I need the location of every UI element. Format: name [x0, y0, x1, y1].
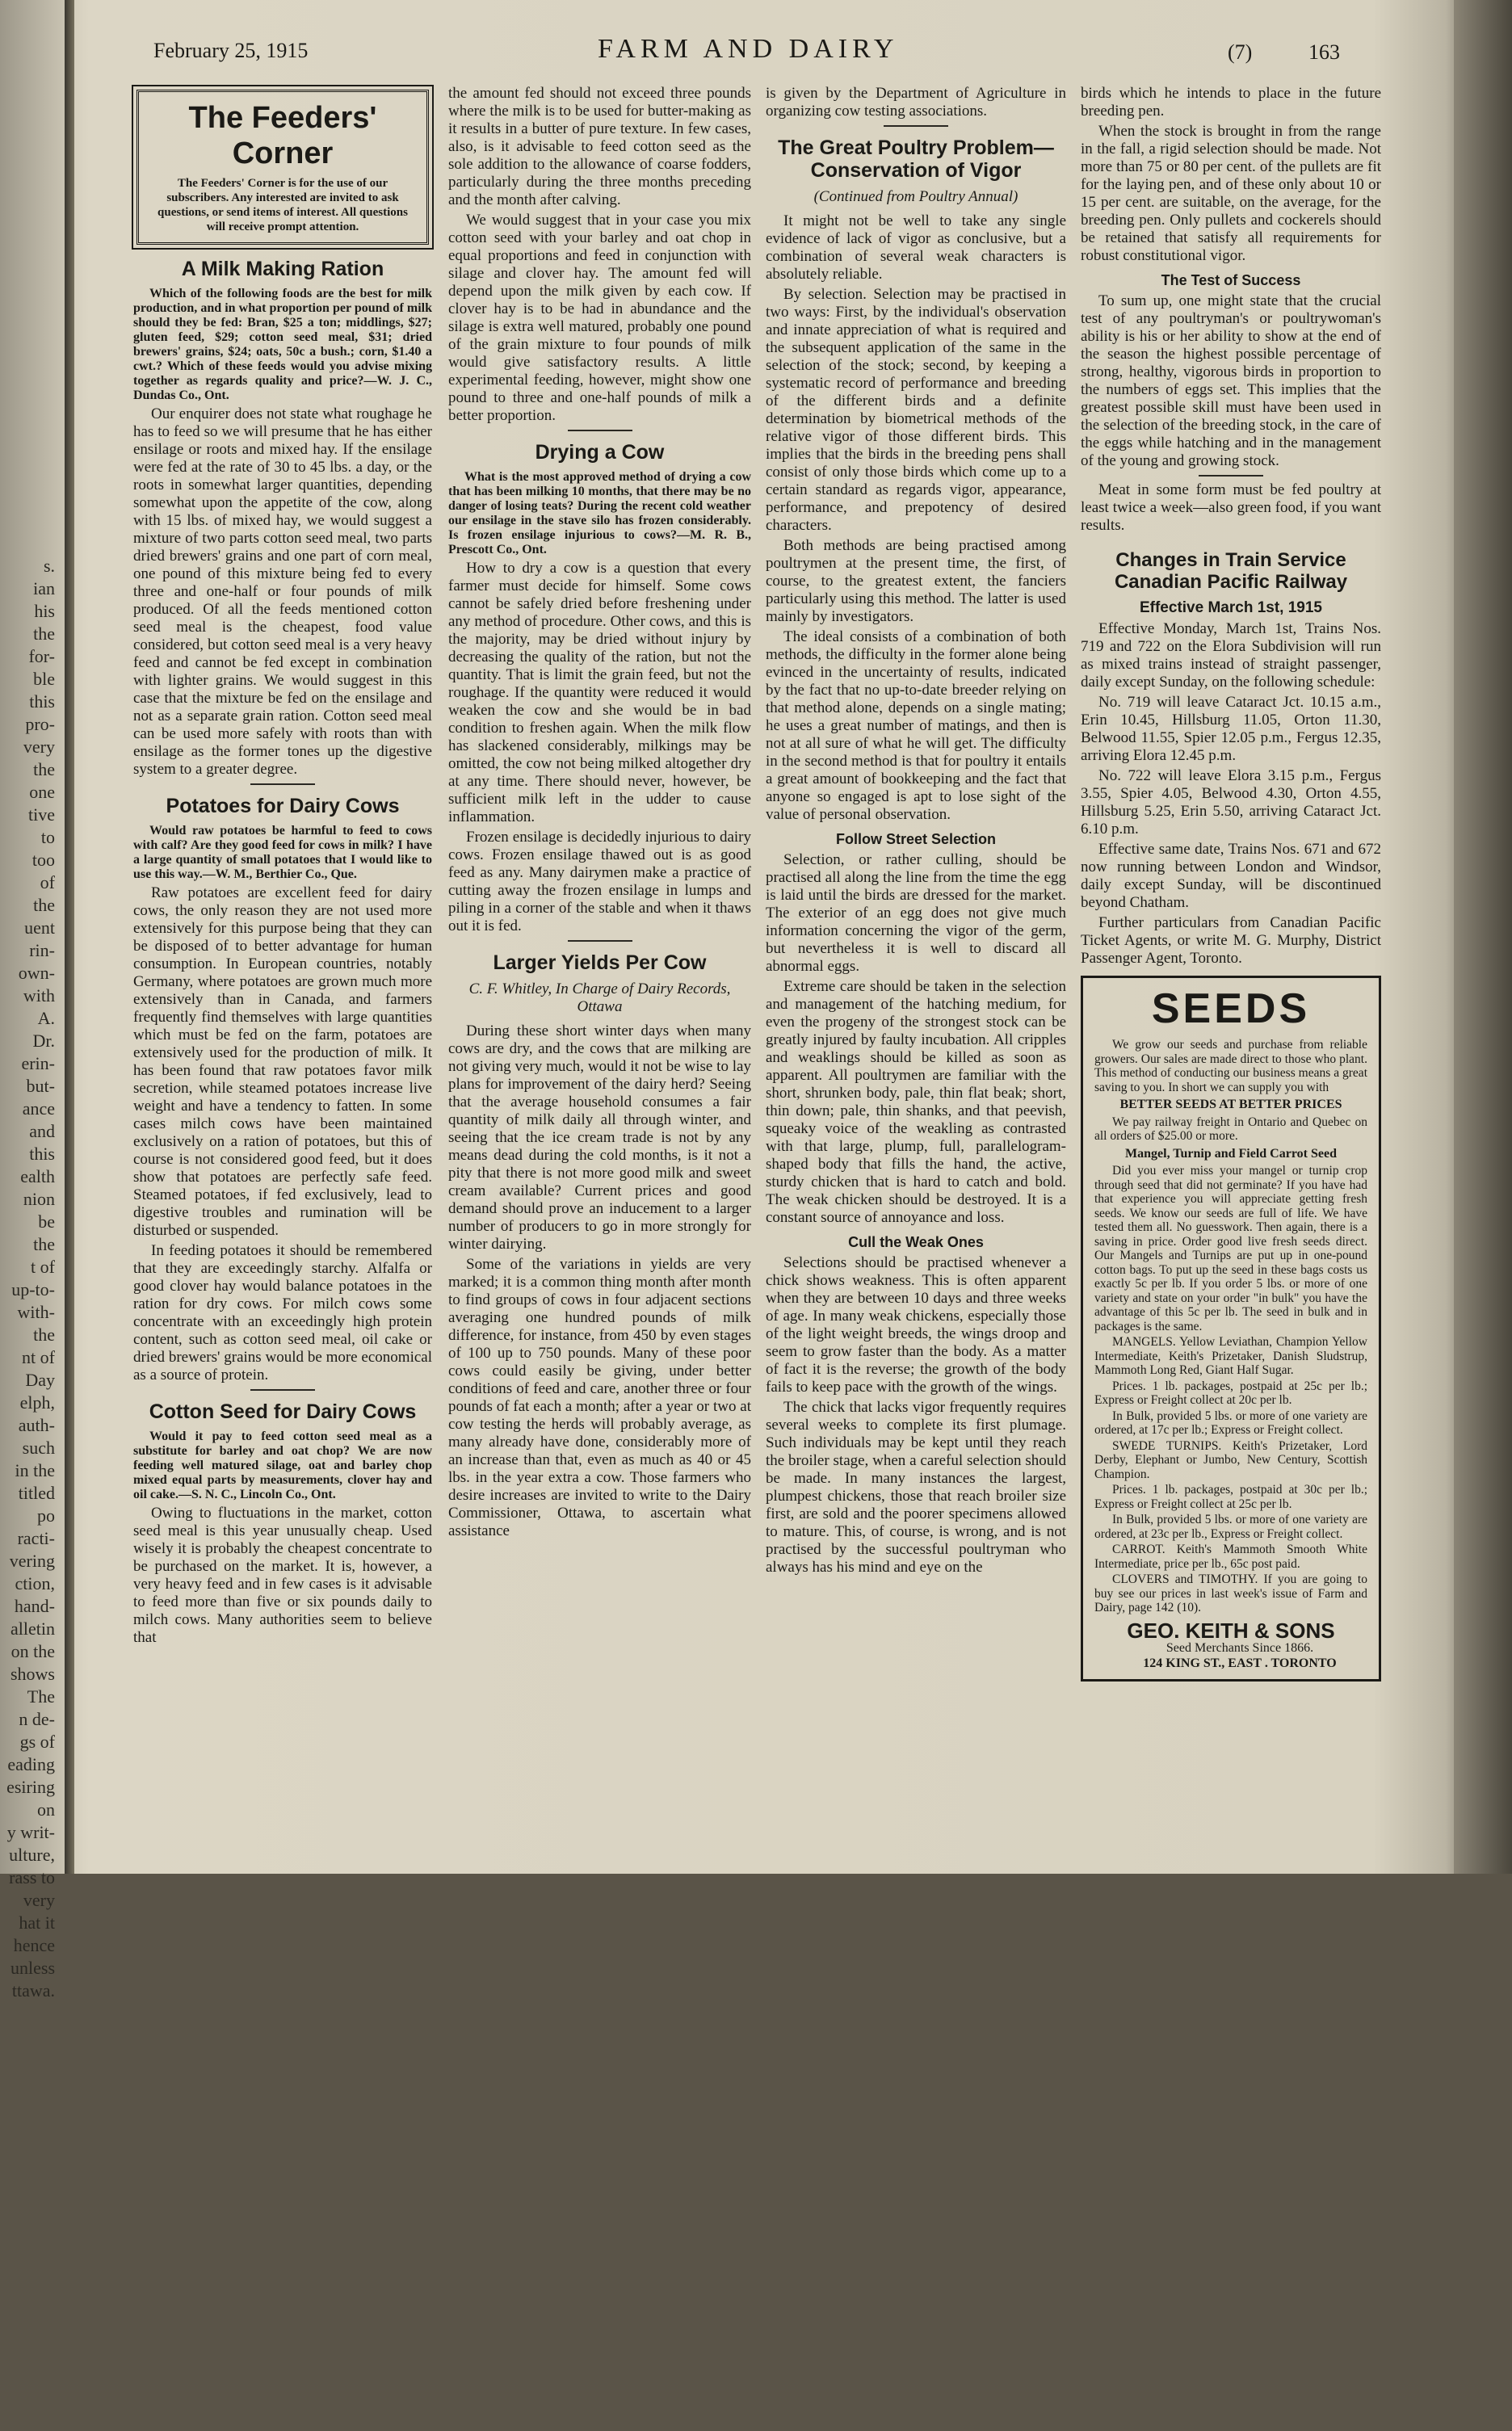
- fragment-word: such: [22, 1438, 55, 1458]
- feeders-corner-body: The Feeders' Corner is for the use of our subscribers. Any interested are invited to ask questions, or send items of interest. All questions will receive prompt attention.: [158, 177, 408, 233]
- paragraph-train-4: Effective same date, Trains Nos. 671 and 672 now running between London and Windsor, daily except Sunday, will be discontinued beyond Chatham.: [1081, 841, 1381, 911]
- seeds-swede-turnips: SWEDE TURNIPS. Keith's Prizetaker, Lord Derby, Elephant or Jumbo, New Century, Scottish Champion.: [1094, 1438, 1367, 1481]
- continued-yields: is given by the Department of Agriculture in organizing cow testing associations.: [766, 85, 1066, 120]
- feeders-corner-title: The Feeders' Corner: [188, 101, 377, 170]
- fragment-word: hence: [13, 1935, 55, 1955]
- divider: [1199, 475, 1263, 477]
- seeds-mangels-prices: Prices. 1 lb. packages, postpaid at 25c per lb.; Express or Freight collect at 20c per lb.: [1094, 1379, 1367, 1407]
- seeds-swede-bulk: In Bulk, provided 5 lbs. or more of one variety are ordered, at 23c per lb., Express or Freight collect.: [1094, 1513, 1367, 1541]
- left-page-gutter: [0, 0, 65, 2001]
- continued-cotton-seed: the amount fed should not exceed three pounds where the milk is to be used for butter-making as it results in a butter of pure texture. In few cases, also, is it advisable to feed cotton seed as the sole addition to the allowance of coarse fodders, particularly during the three months preceding and the month after calving.: [448, 85, 751, 208]
- paragraph-train-5: Further particulars from Canadian Pacific Ticket Agents, or write M. G. Murphy, District Passenger Agent, Toronto.: [1081, 914, 1381, 967]
- subhead-follow-selection: Follow Street Selection: [835, 831, 997, 847]
- column-3: [766, 85, 1066, 1579]
- paragraph-stock: When the stock is brought in from the range in the fall, a rigid selection should be made. Not more than 75 or 80 per cent. of the pullets are fit for the laying pen, and of these only about 10 or 15 per cent. are suitable, on the average, for the breeding pen. Only pullets and cockerels should be retained that satisfy all requirements for robust constitutional vigor.: [1081, 123, 1381, 264]
- seeds-swede-prices: Prices. 1 lb. packages, postpaid at 30c per lb.; Express or Freight collect at 25c per lb.: [1094, 1483, 1367, 1511]
- fragment-word: erin-: [21, 1053, 55, 1073]
- fragment-word: nion: [23, 1189, 55, 1209]
- question-potatoes: Would raw potatoes be harmful to feed to cows with calf? Are they good feed for cows in milk? I have a large quantity of small potatoes that I would like to use this way.—W. M., Berthier Co., Que.: [133, 824, 432, 881]
- fragment-word: vering: [9, 1551, 55, 1571]
- seeds-mangels-bulk: In Bulk, provided 5 lbs. or more of one variety are ordered, at 17c per lb.; Express or Freight collect.: [1094, 1409, 1367, 1437]
- column-2: [448, 85, 751, 1543]
- page-header: [153, 32, 1381, 73]
- byline-poultry: (Continued from Poultry Annual): [813, 188, 1018, 205]
- adjacent-page-fragment: [2, 0, 55, 2431]
- seeds-clovers: CLOVERS and TIMOTHY. If you are going to buy see our prices in last week's issue of Farm and Dairy, page 142 (10).: [1094, 1572, 1367, 1614]
- continued-poultry: birds which he intends to place in the future breeding pen.: [1081, 85, 1381, 120]
- fragment-word: auth-: [18, 1415, 55, 1435]
- train-notice: [1081, 549, 1381, 968]
- fragment-word: hat it: [19, 1912, 55, 1933]
- fragment-word: very: [23, 1890, 55, 1910]
- fragment-word: this: [29, 1144, 55, 1164]
- fragment-word: for-: [28, 646, 55, 666]
- fragment-word: ian: [33, 578, 55, 598]
- headline-potatoes: Potatoes for Dairy Cows: [166, 795, 400, 817]
- fragment-word: the: [33, 759, 55, 779]
- seeds-address: 124 KING ST., EAST . TORONTO: [1143, 1656, 1337, 1670]
- fragment-word: this: [29, 691, 55, 712]
- fragment-word: up-to-: [11, 1279, 55, 1299]
- fragment-word: uent: [24, 917, 55, 938]
- fragment-word: the: [33, 1325, 55, 1345]
- fragment-word: the: [33, 895, 55, 915]
- seeds-mangel-text: Did you ever miss your mangel or turnip crop through seed that did not germinate? If you have had that experience you will appreciate getting fresh seeds. We know our seeds are full of life. We have tested them all. No guesswork. Then again, there is a saving in price. Order good live fresh seeds direct. Our Mangels and Turnips are put up in one-pound cotton bags. To put up the seed in these bags costs us exactly 5c per lb. If you order 5 lbs. or more of one variety and state on your order "in bulk" you have the advantage of this 5c per lb. The seed in bulk and in packages is the same.: [1094, 1164, 1367, 1333]
- subhead-cull-weak: Cull the Weak Ones: [848, 1234, 984, 1250]
- fragment-word: ble: [33, 669, 55, 689]
- fragment-word: own-: [18, 963, 55, 983]
- fragment-word: with-: [17, 1302, 55, 1322]
- question-cotton-seed: Would it pay to feed cotton seed meal as a substitute for barley and oat chop? We are now feeding well matured silage, oat and barley chop mixed equal parts by measurements, clover hay and oil cake.—S. N. C., Lincoln Co., Ont.: [133, 1430, 432, 1501]
- paragraph-poultry-1: It might not be well to take any single evidence of lack of vigor as conclusive, but a combination of several weak characters is absolutely reliable.: [766, 212, 1066, 283]
- fragment-word: elph,: [19, 1392, 55, 1413]
- divider: [884, 125, 948, 127]
- paragraph-follow-1: Selection, or rather culling, should be practised all along the line from the time the egg is laid until the birds are dressed for the market. The exterior of an egg does not give much information concerning the vigor of the germ, but nevertheless it is well to discard all abnormal eggs.: [766, 851, 1066, 975]
- answer-milk-ration: Our enquirer does not state what roughage he has to feed so we will presume that he has either ensilage or roots and mixed hay. If the ensilage were fed at the rate of 30 to 45 lbs. a day, or the roots in somewhat larger quantities, depending somewhat upon the appetite of the cow, along with 15 lbs. of mixed hay, we would suggest a mixture of two parts cotton seed meal, two parts dried brewers' grains and one part of corn meal, one pound of this mixture being fed to every three and one-half or four pounds of milk produced. Of all the feeds mentioned cotton seed meal is the cheapest, food value considered, but cotton seed meal is a very heavy feed and cannot be fed except in combination with lighter grains. We would suggest in this case that the mixture be fed on the ensilage and not as a separate grain ration. Cotton seed meal can be used more safely with roots than with ensilage as the former tones up the digestive system to a greater degree.: [133, 405, 432, 778]
- fragment-word: nt of: [22, 1347, 55, 1367]
- fragment-word: and: [29, 1121, 55, 1141]
- paragraph-meat: Meat in some form must be fed poultry at least twice a week—also green food, if you want results.: [1081, 481, 1381, 534]
- fragment-word: hand-: [14, 1596, 55, 1616]
- paragraph-poultry-3: Both methods are being practised among poultrymen at the present time, the first, of course, to the greatest extent, the fanciers particularly using this method. The latter is used mainly by investigators.: [766, 537, 1066, 625]
- fragment-word: The: [27, 1686, 55, 1707]
- paragraph-train-2: No. 719 will leave Cataract Jct. 10.15 a.m., Erin 10.45, Hillsburg 11.05, Orton 11.30, Belwood 11.55, Spier 12.05 p.m., Fergus 12.35, arriving Elora 12.45 p.m.: [1081, 694, 1381, 764]
- fragment-word: rin-: [29, 940, 55, 960]
- fragment-word: ttawa.: [11, 1980, 55, 2001]
- fragment-word: in the: [15, 1460, 55, 1480]
- train-effective-date: Effective March 1st, 1915: [1139, 599, 1322, 616]
- divider: [568, 430, 632, 431]
- question-drying-cow: What is the most approved method of drying a cow that has been milking 10 months, that there may be no danger of losing teats? During the recent cold weather our ensilage in the stave silo has frozen considerably. Is frozen ensilage injurious to cows?—M. R. B., Prescott Co., Ont.: [448, 470, 751, 556]
- fragment-word: pro-: [25, 714, 55, 734]
- fragment-word: alletin: [10, 1619, 55, 1639]
- divider: [568, 940, 632, 942]
- fragment-word: titled: [18, 1483, 55, 1503]
- answer-drying-cow-2: Frozen ensilage is decidedly injurious to dairy cows. Frozen ensilage thawed out is as good feed as any. Many dairymen make a practice of cutting away the frozen ensilage in lumps and piling in a corner of the stable and when it thaws out it is fed.: [448, 829, 751, 934]
- fragment-word: Day: [25, 1370, 55, 1390]
- answer-potatoes-2: In feeding potatoes it should be remembered that they are exceedingly starchy. Alfalfa or good clover hay would balance potatoes in the ration for dry cows. For milch cows some concentrate with an exceedingly high protein content, such as cotton seed meal, oil cake or dried brewers' grains would be more economical as a source of protein.: [133, 1242, 432, 1383]
- fragment-word: to: [40, 827, 55, 847]
- fragment-word: t of: [31, 1257, 55, 1277]
- fragment-word: unless: [10, 1958, 55, 1978]
- fragment-word: rass to: [9, 1867, 55, 1887]
- seeds-railway: We pay railway freight in Ontario and Quebec on all orders of $25.00 or more.: [1094, 1115, 1367, 1143]
- fragment-word: with: [23, 985, 55, 1006]
- paragraph-suggestion: We would suggest that in your case you mix cotton seed with your barley and oat chop in equal proportions and feed in conjunction with silage and clover hay. The amount fed will depend upon the milk given by each cow. If clover hay is to be had in abundance and the silage is extra well matured, probably one pound of the grain mixture to four pounds of milk would give satisfactory results. A little experimental feeding, however, might show one pound to three and one-half pounds of milk a better proportion.: [448, 212, 751, 424]
- question-milk-ration: Which of the following foods are the best for milk production, and in what proportion per pound of milk should they be fed: Bran, $25 a ton; middlings, $27; gluten feed, $29; cotton seed meal, $31; dried brewers' grains, $24; oats, 50c a bush.; corn, $1.40 a cwt.? Which of these feeds would you advise mixing together as regards quality and price?—W. J. C., Dundas Co., Ont.: [133, 287, 432, 402]
- paragraph-train-1: Effective Monday, March 1st, Trains Nos. 719 and 722 on the Elora Subdivision will run as mixed trains instead of straight passenger, daily except Sunday, on the following schedule:: [1081, 620, 1381, 691]
- fragment-word: his: [34, 601, 55, 621]
- headline-cotton-seed: Cotton Seed for Dairy Cows: [149, 1400, 417, 1423]
- fragment-word: s.: [43, 556, 55, 576]
- fragment-word: too: [32, 850, 55, 870]
- seeds-since: Seed Merchants Since 1866.: [1166, 1640, 1314, 1655]
- byline-larger-yields: C. F. Whitley, In Charge of Dairy Records, Ottawa: [468, 980, 731, 1015]
- fragment-word: one: [29, 782, 55, 802]
- divider: [250, 783, 315, 785]
- headline-poultry-problem: The Great Poultry Problem—Conservation of Vigor: [778, 136, 1054, 182]
- headline-larger-yields: Larger Yields Per Cow: [493, 951, 707, 974]
- headline-train-service: Changes in Train Service Canadian Pacific Railway: [1114, 549, 1348, 593]
- answer-cotton-seed: Owing to fluctuations in the market, cotton seed meal is this year unusually cheap. Used wisely it is probably the cheapest concentrate to be purchased on the market. It is, however, a very heavy feed and in few cases is it advisable to feed more than five or six pounds daily to milch cows. Many authorities seem to believe that: [133, 1505, 432, 1646]
- fragment-word: the: [33, 623, 55, 644]
- fragment-word: on the: [10, 1641, 55, 1661]
- paragraph-yields-2: Some of the variations in yields are very marked; it is a common thing month after month to find groups of cows in four adjacent sections averaging one hundred pounds of milk difference, for instance, from 450 by even stages of 100 up to 750 pounds. Many of these poor cows could easily be giving, under better conditions of feed and care, another three or four pounds of fat each a month; after a year or two at cow testing the herds will probably average, as many already have done, considerably more of an increase than that, even as much as 40 or 45 lbs. in the year extra a cow. Those farmers who desire increases are invited to write to the Dairy Commissioner, Ottawa, to ascertain what assistance: [448, 1256, 751, 1539]
- fragment-word: be: [38, 1211, 55, 1232]
- fragment-word: racti-: [17, 1528, 55, 1548]
- seeds-mangel-heading: Mangel, Turnip and Field Carrot Seed: [1125, 1146, 1337, 1161]
- issue-number: (7): [1228, 40, 1253, 64]
- paragraph-yields-1: During these short winter days when many cows are dry, and the cows that are milking are not giving very much, would it not be wise to lay plans for improvement of the dairy herd? Seeing that the average household consumes a fair quantity of milk daily all through winter, and seeing that the ice cream trade is not by any means dead during the cold months, is it not a pity that there is not more good milk and sweet cream available? Current prices and good demand should prove an inducement to a larger number of producers to go in more strongly for winter dairying.: [448, 1022, 751, 1253]
- seeds-firm-name: GEO. KEITH & SONS: [1127, 1618, 1335, 1643]
- column-4: [1081, 85, 1381, 1682]
- fragment-word: eading: [7, 1754, 55, 1774]
- paragraph-cull-1: Selections should be practised whenever a chick shows weakness. This is often apparent when they are between 10 days and three weeks of age. In many weak chickens, especially those of the light weight breeds, the wings droop and seem to grow faster than the body. As a matter of fact it is the reverse; the growth of the body fails to keep pace with the growth of the wings.: [766, 1254, 1066, 1396]
- paragraph-test-success: To sum up, one might state that the crucial test of any poultryman's or poultrywoman's ability is his or her ability to show at the end of the season the highest possible percentage of strong, healthy, vigorous birds in proportion to the numbers of eggs set. This implies that the greatest possible skill must have been used in the selection of the breeding stock, in the care of the eggs while hatching and in the management of the young and growing stock.: [1081, 292, 1381, 469]
- fragment-word: gs of: [19, 1732, 55, 1752]
- fragment-word: y writ-: [6, 1822, 55, 1842]
- fragment-word: shows: [10, 1664, 55, 1684]
- subhead-test-success: The Test of Success: [1161, 272, 1301, 288]
- fragment-word: ulture,: [9, 1845, 55, 1865]
- divider: [250, 1389, 315, 1391]
- right-page-edge: [1454, 0, 1512, 1874]
- fragment-word: A.: [37, 1008, 55, 1028]
- paragraph-cull-2: The chick that lacks vigor frequently requires several weeks to complete its first plumage. Such individuals may be kept until they reach the broiler stage, when a careful selection should be made. In many instances the largest, plumpest chickens, those that reach broiler size first, are sold and the poorer specimens allowed to mature. This, of course, is wrong, and is not practised by the successful poultryman who always has his mind and eye on the: [766, 1399, 1066, 1576]
- fragment-word: ance: [22, 1098, 55, 1119]
- feeders-corner-box: [136, 90, 429, 245]
- seeds-mangels-varieties: MANGELS. Yellow Leviathan, Champion Yellow Intermediate, Keith's Prizetaker, Danish Sludstrup, Mammoth Long Red, Giant Half Sugar.: [1094, 1335, 1367, 1377]
- fragment-word: ction,: [15, 1573, 55, 1593]
- page-number: 163: [1308, 40, 1340, 64]
- answer-potatoes-1: Raw potatoes are excellent feed for dairy cows, the only reason they are not used more extensively for this purpose being that they can be disposed of to better advantage for human consumption. In European countries, notably Germany, where potatoes are grown much more extensively than in Canada, and farmers frequently find themselves with large quantities which must be fed on the farm, potatoes are extensively used for the production of milk. It has been found that raw potatoes favor milk secretion, while steamed potatoes increase live weight and have a tendency to fatten. In some cases milch cows have been maintained exclusively on a ration of potatoes, but this of course is not considered good feed, but it does show that potatoes are perfectly safe feed. Steamed potatoes, if fed exclusively, lead to digestive troubles and rumination will be disturbed or suspended.: [133, 884, 432, 1239]
- answer-drying-cow-1: How to dry a cow is a question that every farmer must decide for himself. Some cows cannot be safely dried before freshening under any method of procedure. Other cows, and this is the majority, may be dried without injury by decreasing the quality of the ration, but not the quantity. That is limit the grain feed, but not the roughage. If the quantity were reduced it would weaken the cow and she would be in bad condition to freshen again. When the milk flow has slackened considerably, milkings may be omitted, the cow not being milked altogether dry at any time. There should never, however, be sufficient milk left in the udder to cause inflammation.: [448, 560, 751, 825]
- fragment-word: po: [37, 1505, 55, 1526]
- fragment-word: of: [40, 872, 55, 892]
- fragment-word: n de-: [19, 1709, 55, 1729]
- headline-milk-ration: A Milk Making Ration: [181, 258, 384, 280]
- fragment-word: Dr.: [32, 1031, 55, 1051]
- fragment-word: esiring: [6, 1777, 55, 1797]
- fragment-word: but-: [26, 1076, 55, 1096]
- fragment-word: on: [37, 1799, 55, 1820]
- paragraph-follow-2: Extreme care should be taken in the selection and management of the hatching medium, for even the progeny of the strongest stock can be greatly injured by faulty incubation. All cripples and weaklings should be killed as soon as apparent. All poultrymen are familiar with the short, shrunken body, pale, thin flat beak; short, thin down; pale, thin shanks, and that peevish, squeaky voice of the weakling as contrasted with that large, plump, full, parallelogram-shaped body that fills the hand, the active, sturdy chicken that is hard to catch and bold. The weak chicken should be destroyed. It is a constant source of annoyance and loss.: [766, 978, 1066, 1226]
- book-spine: [65, 0, 74, 1874]
- fragment-word: ealth: [20, 1166, 55, 1186]
- paragraph-poultry-4: The ideal consists of a combination of both methods, the difficulty in the former alone being evinced in the uncertainty of results, indicated by the fact that no up-to-date breeder relying on that method alone, depends on a single mating; he uses a great number of matings, and then is not at all sure of what he will get. The difficulty in the second method is that for poultry it entails a great amount of bookkeeping and the fact that anyone so engaged is apt to lose sight of the value of personal observation.: [766, 628, 1066, 823]
- fragment-word: very: [23, 737, 55, 757]
- paragraph-poultry-2: By selection. Selection may be practised in two ways: First, by the individual's observation and innate appreciation of what is required and the subsequent application of the same in the selection of the stock; second, by keeping a systematic record of performance and breeding of the different birds and a definite determination by biometrical methods of the relative vigor of those different birds. This implies that the birds in the breeding pens shall consist of only those birds which come up to a certain standard as regards vigor, appearance, performance, and prepotency of desired characters.: [766, 286, 1066, 534]
- issue-date: February 25, 1915: [153, 39, 309, 62]
- column-1: [133, 85, 432, 1649]
- seeds-advertisement: [1081, 976, 1381, 1682]
- seeds-carrot: CARROT. Keith's Mammoth Smooth White Intermediate, price per lb., 65c post paid.: [1094, 1543, 1367, 1571]
- fragment-word: tive: [28, 804, 55, 825]
- seeds-intro: We grow our seeds and purchase from reliable growers. Our sales are made direct to those who plant. This method of conducting our business means a great saving to you. In short we can supply you with: [1094, 1038, 1367, 1094]
- seeds-title: SEEDS: [1151, 985, 1311, 1032]
- masthead: FARM AND DAIRY: [598, 34, 899, 64]
- fragment-word: the: [33, 1234, 55, 1254]
- seeds-better-prices: BETTER SEEDS AT BETTER PRICES: [1119, 1098, 1342, 1111]
- headline-drying-cow: Drying a Cow: [535, 441, 665, 464]
- paragraph-train-3: No. 722 will leave Elora 3.15 p.m., Fergus 3.55, Spier 4.05, Belwood 4.30, Orton 4.55, Hillsburg 5.25, Erin 5.50, arriving Cataract Jct. 6.10 p.m.: [1081, 767, 1381, 838]
